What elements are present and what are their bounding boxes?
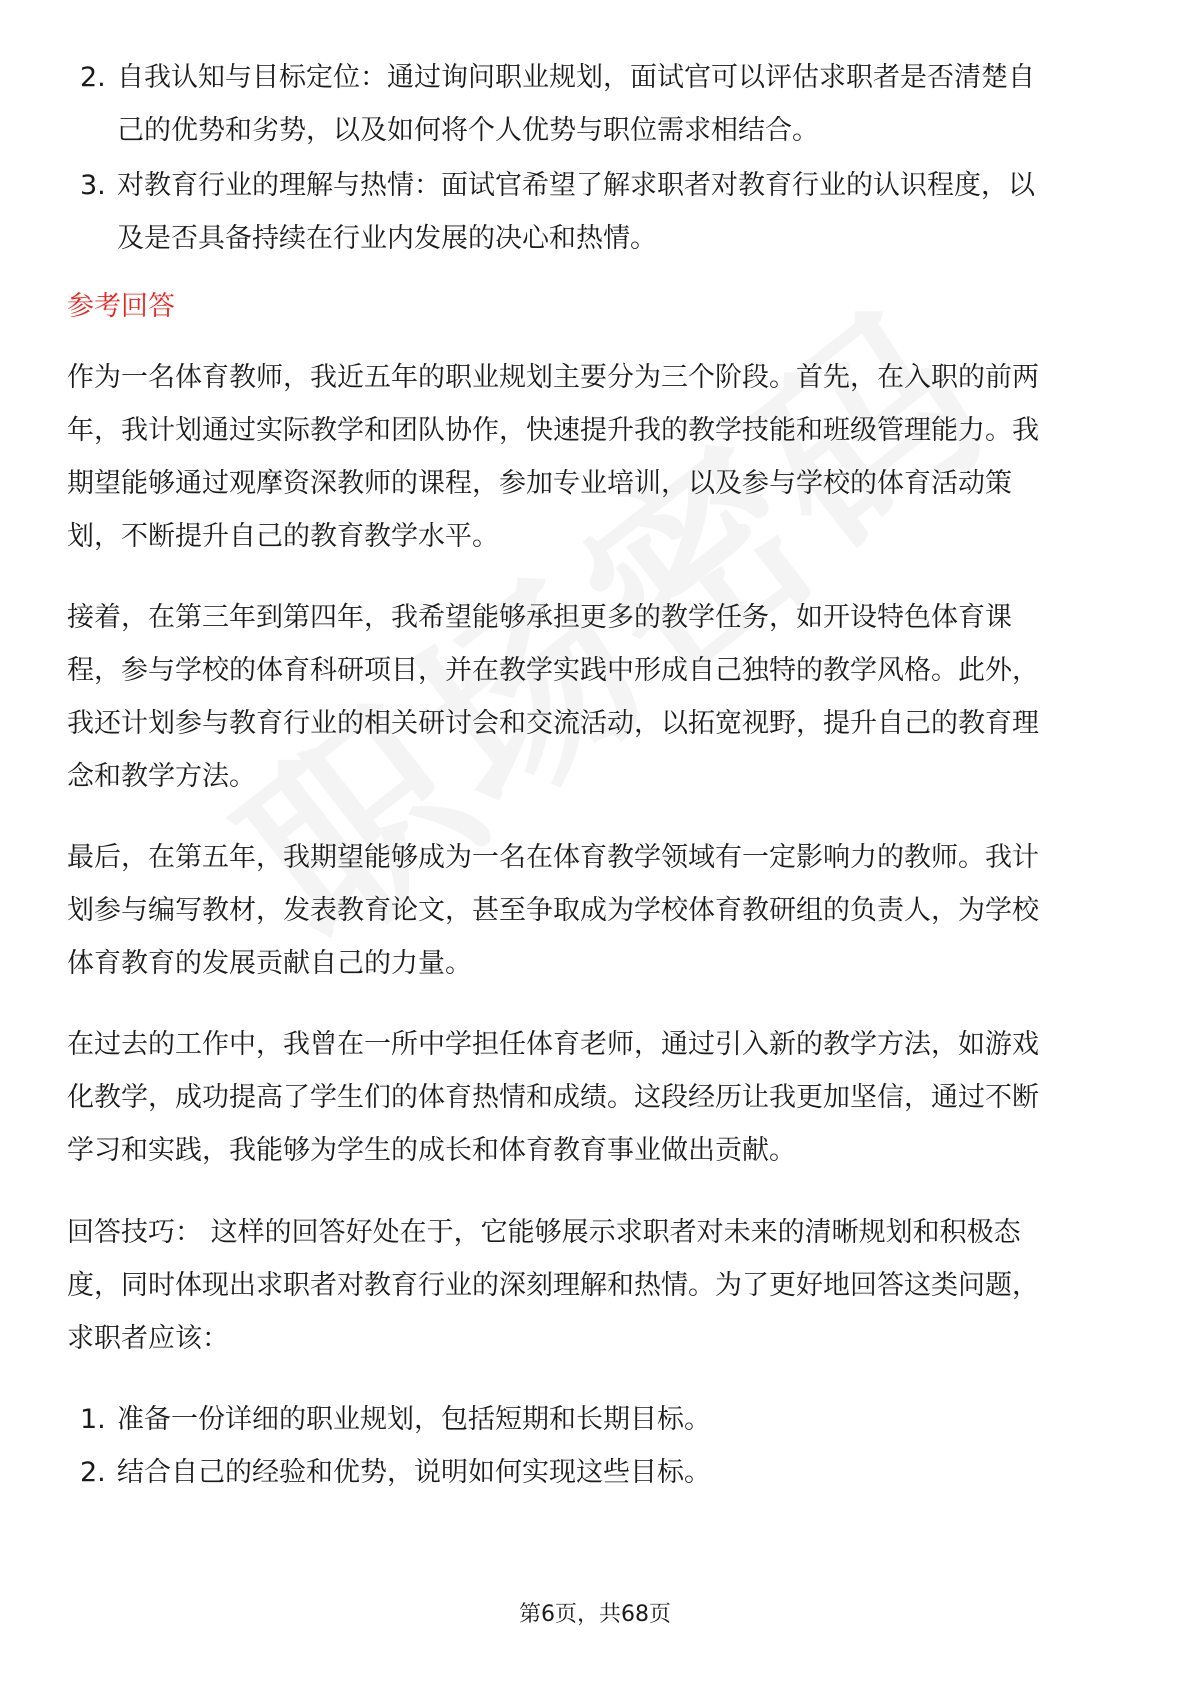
list-number: 2. (80, 62, 106, 93)
paragraph-line: 化教学，成功提高了学生们的体育热情和成绩。这段经历让我更加坚信，通过不断 (67, 1082, 1039, 1113)
paragraph-line: 划，不断提升自己的教育教学水平。 (67, 521, 499, 552)
list-item-text: 己的优势和劣势，以及如何将个人优势与职位需求相结合。 (117, 115, 819, 146)
paragraph-line: 期望能够通过观摩资深教师的课程，参加专业培训，以及参与学校的体育活动策 (67, 468, 1012, 499)
list-number: 1. (80, 1404, 106, 1435)
list-item-text: 结合自己的经验和优势，说明如何实现这些目标。 (117, 1457, 711, 1488)
page-number-footer: 第6页，共68页 (519, 1602, 671, 1627)
paragraph-line: 回答技巧： 这样的回答好处在于，它能够展示求职者对未来的清晰规划和积极态 (67, 1217, 1021, 1248)
paragraph-line: 求职者应该： (67, 1323, 229, 1354)
paragraph-line: 体育教育的发展贡献自己的力量。 (67, 948, 472, 979)
paragraph-line: 作为一名体育教师，我近五年的职业规划主要分为三个阶段。首先，在入职的前两 (67, 362, 1039, 393)
paragraph-line: 划参与编写教材，发表教育论文，甚至争取成为学校体育教研组的负责人，为学校 (67, 895, 1039, 926)
paragraph-line: 最后，在第五年，我期望能够成为一名在体育教学领域有一定影响力的教师。我计 (67, 842, 1039, 873)
paragraph-line: 学习和实践，我能够为学生的成长和体育教育事业做出贡献。 (67, 1135, 796, 1166)
list-number: 2. (80, 1457, 106, 1488)
list-number: 3. (80, 170, 106, 201)
list-item-text: 自我认知与目标定位：通过询问职业规划，面试官可以评估求职者是否清楚自 (117, 62, 1035, 93)
section-heading: 参考回答 (67, 291, 175, 322)
list-item-text: 及是否具备持续在行业内发展的决心和热情。 (117, 223, 657, 254)
paragraph-line: 接着，在第三年到第四年，我希望能够承担更多的教学任务，如开设特色体育课 (67, 602, 1012, 633)
paragraph-line: 年，我计划通过实际教学和团队协作，快速提升我的教学技能和班级管理能力。我 (67, 415, 1039, 446)
paragraph-line: 念和教学方法。 (67, 761, 256, 792)
paragraph-line: 程，参与学校的体育科研项目，并在教学实践中形成自己独特的教学风格。此外， (67, 655, 1039, 686)
paragraph-line: 我还计划参与教育行业的相关研讨会和交流活动，以拓宽视野，提升自己的教育理 (67, 708, 1039, 739)
list-item-text: 准备一份详细的职业规划，包括短期和长期目标。 (117, 1404, 711, 1435)
paragraph-line: 度，同时体现出求职者对教育行业的深刻理解和热情。为了更好地回答这类问题， (67, 1270, 1039, 1301)
paragraph-line: 在过去的工作中，我曾在一所中学担任体育老师，通过引入新的教学方法，如游戏 (67, 1029, 1039, 1060)
list-item-text: 对教育行业的理解与热情：面试官希望了解求职者对教育行业的认识程度，以 (117, 170, 1035, 201)
